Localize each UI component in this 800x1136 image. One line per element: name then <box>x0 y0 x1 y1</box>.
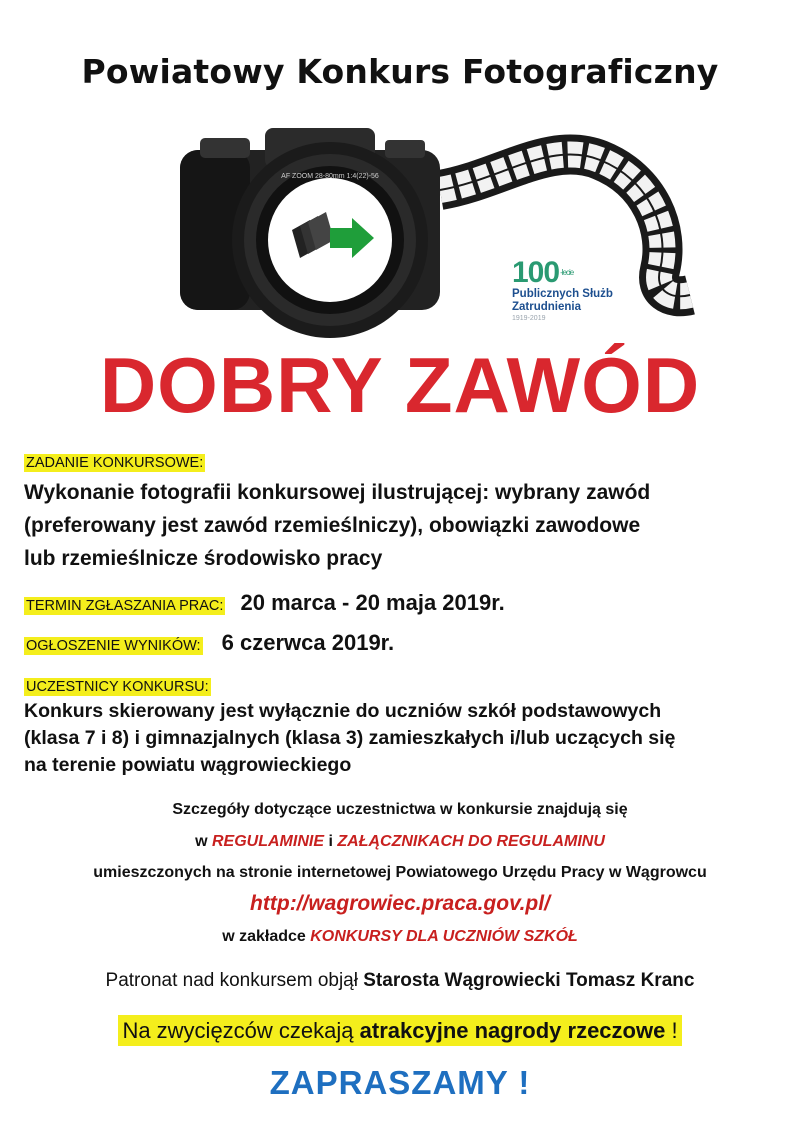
results-label: OGŁOSZENIE WYNIKÓW: <box>26 638 201 654</box>
camera-illustration <box>170 120 730 340</box>
prize-suffix: ! <box>665 1018 678 1043</box>
task-line: (preferowany jest zawód rzemieślniczy), obowiązki zawodowe <box>24 514 641 537</box>
regulamin-link[interactable]: REGULAMINIE <box>212 833 324 850</box>
invite-text: ZAPRASZAMY ! <box>269 1064 531 1101</box>
details-line1: Szczegóły dotyczące uczestnictwa w konkursie znajdują się <box>172 801 628 818</box>
details-i: i <box>328 833 333 850</box>
task-line: Wykonanie fotografii konkursowej ilustrującej: wybrany zawód <box>24 481 651 504</box>
participants-line: (klasa 7 i 8) i gimnazjalnych (klasa 3) zamieszkałych i/lub uczących się <box>24 727 676 749</box>
logo-number: 100 <box>512 256 560 289</box>
results-row <box>24 630 394 656</box>
participants-text <box>24 698 675 779</box>
headline: DOBRY ZAWÓD <box>99 341 701 429</box>
prize-bold: atrakcyjne nagrody rzeczowe <box>359 1018 666 1043</box>
results-value: 6 czerwca 2019r. <box>221 630 395 655</box>
logo-years: 1919-2019 <box>512 315 546 322</box>
patronat-prefix: Patronat nad konkursem objął <box>105 970 358 991</box>
patronat-name: Starosta Wągrowiecki Tomasz Kranc <box>363 970 695 991</box>
zalaczniki-link[interactable]: ZAŁĄCZNIKACH DO REGULAMINU <box>337 833 605 850</box>
details-tab-line <box>0 928 800 946</box>
logo-line2: Zatrudnienia <box>512 301 582 313</box>
logo-line1: Publicznych Służb <box>512 288 613 300</box>
deadline-row <box>24 590 505 616</box>
tab-name-link[interactable]: KONKURSY DLA UCZNIÓW SZKÓŁ <box>310 928 578 945</box>
prize-highlight <box>118 1015 681 1046</box>
participants-label: UCZESTNICY KONKURSU: <box>26 679 209 695</box>
prize-prefix: Na zwycięzców czekają <box>122 1018 354 1043</box>
task-section <box>24 452 205 471</box>
task-line: lub rzemieślnicze środowisko pracy <box>24 547 383 570</box>
participants-line: na terenie powiatu wągrowieckiego <box>24 754 352 776</box>
deadline-label: TERMIN ZGŁASZANIA PRAC: <box>26 598 224 614</box>
website-link[interactable]: http://wagrowiec.praca.gov.pl/ <box>250 892 550 915</box>
task-text <box>24 476 650 575</box>
task-label: ZADANIE KONKURSOWE: <box>26 455 204 471</box>
poster-title: Powiatowy Konkurs Fotograficzny <box>81 52 719 91</box>
prize-line <box>0 1018 800 1044</box>
anniversary-logo <box>512 258 632 324</box>
deadline-value: 20 marca - 20 maja 2019r. <box>240 590 505 615</box>
details-line2 <box>0 833 800 851</box>
logo-suffix: -lecie <box>560 268 574 277</box>
lens-text: AF ZOOM 28-80mm 1:4(22)-56 <box>281 173 379 180</box>
tab-prefix: w zakładce <box>222 928 306 945</box>
details-line3: umieszczonych na stronie internetowej Powiatowego Urzędu Pracy w Wągrowcu <box>93 864 707 881</box>
details-w: w <box>195 833 208 850</box>
participants-section <box>24 676 211 695</box>
participants-line: Konkurs skierowany jest wyłącznie do uczniów szkół podstawowych <box>24 700 662 722</box>
patronat-line <box>0 970 800 992</box>
